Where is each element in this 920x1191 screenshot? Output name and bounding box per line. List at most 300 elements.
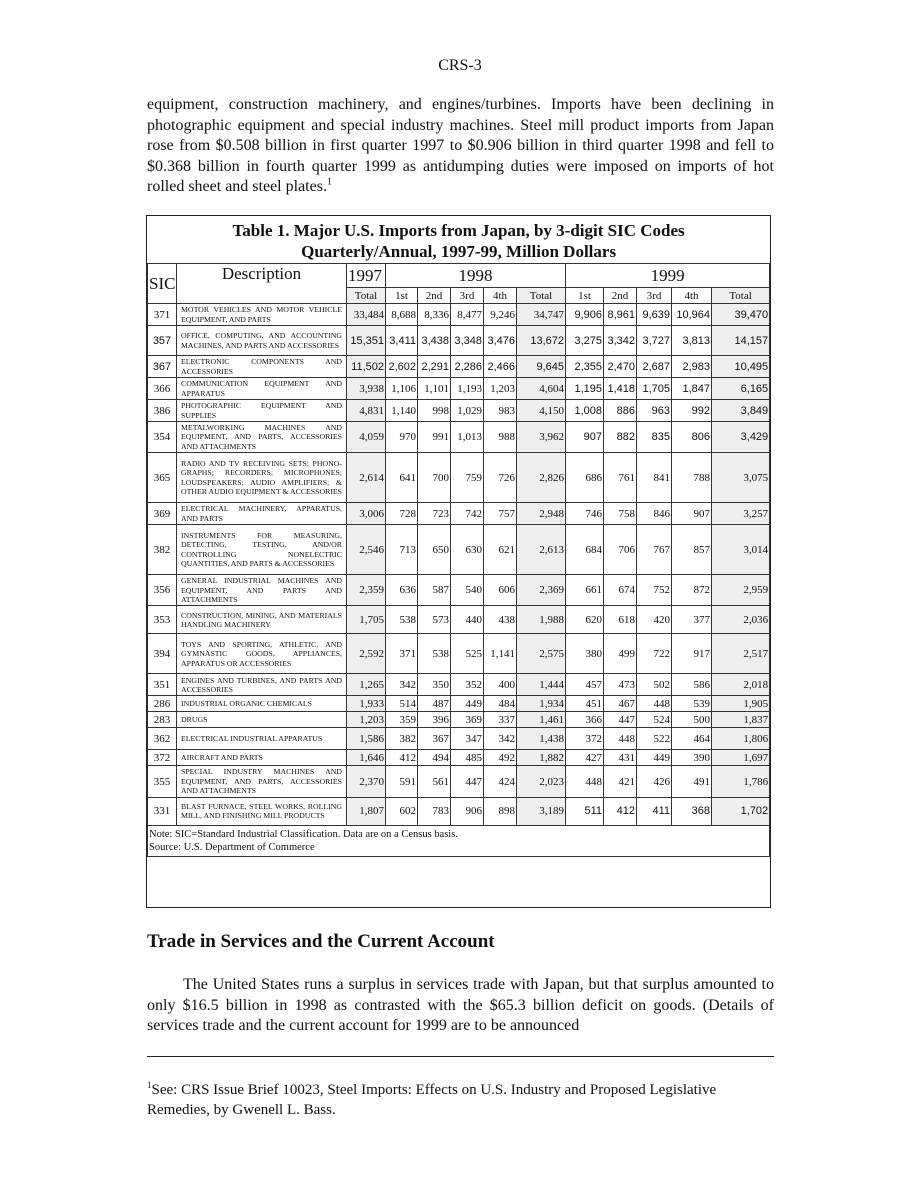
value-cell: 2,826 [517,453,566,503]
value-cell: 538 [418,634,451,674]
value-cell: 34,747 [517,304,566,326]
section-heading: Trade in Services and the Current Account [147,931,495,952]
value-cell: 630 [451,525,484,575]
value-cell: 761 [604,453,637,503]
value-cell: 2,286 [451,356,484,378]
table-row [148,304,770,326]
value-cell: 485 [451,750,484,766]
value-cell: 886 [604,400,637,422]
value-cell: 1,705 [347,606,386,634]
value-cell: 448 [637,696,672,712]
value-cell: 390 [672,750,712,766]
table-note: Note: SIC=Standard Industrial Classification. Data are on a Census basis. [149,828,458,840]
value-cell: 2,466 [484,356,517,378]
value-cell: 970 [386,422,418,453]
value-cell: 8,336 [418,304,451,326]
value-cell: 494 [418,750,451,766]
value-cell: 447 [451,766,484,797]
value-cell: 1,905 [712,696,770,712]
value-cell: 963 [637,400,672,422]
value-cell: 835 [637,422,672,453]
value-cell: 998 [418,400,451,422]
value-cell: 9,246 [484,304,517,326]
description-cell: INDUSTRIAL ORGANIC CHEMICALS [177,696,347,712]
value-cell: 983 [484,400,517,422]
description-cell: MOTOR VEHICLES AND MOTOR VEHICLE EQUIPMENT, AND PARTS [177,304,347,326]
value-cell: 6,165 [712,378,770,400]
value-cell: 898 [484,797,517,825]
sic-code-cell: 351 [148,674,177,696]
value-cell: 1,013 [451,422,484,453]
value-cell: 1,203 [347,712,386,728]
value-cell: 621 [484,525,517,575]
value-cell: 2,023 [517,766,566,797]
value-cell: 1,141 [484,634,517,674]
value-cell: 3,429 [712,422,770,453]
description-cell: ELECTRICAL INDUSTRIAL APPARATUS [177,728,347,750]
value-cell: 2,369 [517,575,566,606]
value-cell: 426 [637,766,672,797]
value-cell: 467 [604,696,637,712]
value-cell: 3,275 [566,326,604,356]
value-cell: 1,702 [712,797,770,825]
value-cell: 1,586 [347,728,386,750]
description-cell: COMMUNICATION EQUIPMENT AND APPARATUS [177,378,347,400]
value-cell: 788 [672,453,712,503]
value-cell: 1,646 [347,750,386,766]
value-cell: 438 [484,606,517,634]
value-cell: 2,602 [386,356,418,378]
imports-table [147,216,770,857]
value-cell: 350 [418,674,451,696]
value-cell: 1,418 [604,378,637,400]
value-cell: 8,477 [451,304,484,326]
value-cell: 3,342 [604,326,637,356]
value-cell: 618 [604,606,637,634]
table-body [148,304,770,826]
table-notes [148,825,770,856]
value-cell: 1,140 [386,400,418,422]
value-cell: 1,461 [517,712,566,728]
value-cell: 573 [418,606,451,634]
value-cell: 342 [484,728,517,750]
value-cell: 3,727 [637,326,672,356]
value-cell: 487 [418,696,451,712]
subheader-cell: 3rd [451,288,484,304]
value-cell: 4,150 [517,400,566,422]
value-cell: 706 [604,525,637,575]
value-cell: 2,370 [347,766,386,797]
subheader-cell: 4th [484,288,517,304]
value-cell: 380 [566,634,604,674]
sic-code-cell: 372 [148,750,177,766]
value-cell: 2,036 [712,606,770,634]
value-cell: 684 [566,525,604,575]
footnote-mark: 1 [147,1080,152,1090]
sic-code-cell: 283 [148,712,177,728]
value-cell: 3,257 [712,503,770,525]
value-cell: 342 [386,674,418,696]
value-cell: 2,546 [347,525,386,575]
value-cell: 484 [484,696,517,712]
table-row [148,503,770,525]
value-cell: 3,938 [347,378,386,400]
services-paragraph: The United States runs a surplus in services trade with Japan, but that surplus amounted to only $16.5 billion in 1998 as contrasted with the $65.3 billion deficit on goods. (Details of services trade and the current account for 1999 are to be announced [147,976,774,1034]
value-cell: 8,961 [604,304,637,326]
value-cell: 1,265 [347,674,386,696]
footnote [147,1075,774,1120]
value-cell: 33,484 [347,304,386,326]
sic-code-cell: 356 [148,575,177,606]
sic-code-cell: 386 [148,400,177,422]
value-cell: 421 [604,766,637,797]
value-cell: 1,106 [386,378,418,400]
value-cell: 1,934 [517,696,566,712]
sic-code-cell: 354 [148,422,177,453]
value-cell: 514 [386,696,418,712]
value-cell: 3,014 [712,525,770,575]
value-cell: 991 [418,422,451,453]
table-row [148,378,770,400]
table-row [148,766,770,797]
value-cell: 13,672 [517,326,566,356]
value-cell: 1,101 [418,378,451,400]
footnote-reference: 1 [326,176,332,188]
value-cell: 1,705 [637,378,672,400]
table-1 [146,215,771,908]
table-row [148,575,770,606]
value-cell: 10,964 [672,304,712,326]
value-cell: 650 [418,525,451,575]
description-cell: DRUGS [177,712,347,728]
value-cell: 382 [386,728,418,750]
subheader-cell: 1st [566,288,604,304]
sic-code-cell: 357 [148,326,177,356]
value-cell: 722 [637,634,672,674]
value-cell: 352 [451,674,484,696]
value-cell: 431 [604,750,637,766]
sic-code-cell: 365 [148,453,177,503]
value-cell: 1,029 [451,400,484,422]
value-cell: 2,592 [347,634,386,674]
subheader-cell: Total [347,288,386,304]
description-cell: RADIO AND TV RECEIVING SETS; PHONO-GRAPHS; RECORDERS; MICROPHONES; LOUDSPEAKERS; AUDIO AMPLIFIERS; & OTHER AUDIO EQUIPMENT & ACCESSORIES [177,453,347,503]
value-cell: 400 [484,674,517,696]
value-cell: 39,470 [712,304,770,326]
value-cell: 1,786 [712,766,770,797]
value-cell: 2,359 [347,575,386,606]
value-cell: 457 [566,674,604,696]
value-cell: 758 [604,503,637,525]
value-cell: 2,355 [566,356,604,378]
table-source: Source: U.S. Department of Commerce [149,841,315,853]
value-cell: 591 [386,766,418,797]
value-cell: 620 [566,606,604,634]
value-cell: 377 [672,606,712,634]
value-cell: 522 [637,728,672,750]
subheader-cell: 3rd [637,288,672,304]
value-cell: 587 [418,575,451,606]
value-cell: 906 [451,797,484,825]
value-cell: 2,018 [712,674,770,696]
value-cell: 9,645 [517,356,566,378]
value-cell: 759 [451,453,484,503]
value-cell: 606 [484,575,517,606]
value-cell: 1,847 [672,378,712,400]
value-cell: 3,075 [712,453,770,503]
description-cell: ELECTRONIC COMPONENTS AND ACCESSORIES [177,356,347,378]
description-header: Description [177,264,347,304]
value-cell: 757 [484,503,517,525]
value-cell: 411 [637,797,672,825]
value-cell: 369 [451,712,484,728]
value-cell: 2,613 [517,525,566,575]
value-cell: 1,438 [517,728,566,750]
value-cell: 4,831 [347,400,386,422]
value-cell: 767 [637,525,672,575]
value-cell: 1,807 [347,797,386,825]
intro-paragraph [147,95,774,198]
subheader-cell: 2nd [604,288,637,304]
value-cell: 8,688 [386,304,418,326]
subheader-cell: Total [517,288,566,304]
table-row [148,400,770,422]
value-cell: 420 [637,606,672,634]
sic-header: SIC [148,264,177,304]
value-cell: 636 [386,575,418,606]
sic-code-cell: 353 [148,606,177,634]
value-cell: 882 [604,422,637,453]
value-cell: 2,983 [672,356,712,378]
value-cell: 1,195 [566,378,604,400]
value-cell: 3,476 [484,326,517,356]
table-row [148,728,770,750]
table-row [148,674,770,696]
subheader-cell: Total [712,288,770,304]
value-cell: 440 [451,606,484,634]
footnote-text: See: CRS Issue Brief 10023, Steel Imports: Effects on U.S. Industry and Proposed Legislative Remedies, by Gwenell L. Bass. [147,1082,717,1118]
value-cell: 992 [672,400,712,422]
value-cell: 511 [566,797,604,825]
value-cell: 473 [604,674,637,696]
value-cell: 11,502 [347,356,386,378]
value-cell: 366 [566,712,604,728]
table-row [148,453,770,503]
sic-code-cell: 382 [148,525,177,575]
value-cell: 3,189 [517,797,566,825]
description-cell: PHOTOGRAPHIC EQUIPMENT AND SUPPLIES [177,400,347,422]
table-row [148,750,770,766]
table-row [148,326,770,356]
value-cell: 726 [484,453,517,503]
value-cell: 2,470 [604,356,637,378]
value-cell: 1,008 [566,400,604,422]
value-cell: 9,906 [566,304,604,326]
value-cell: 2,291 [418,356,451,378]
description-cell: ENGINES AND TURBINES, AND PARTS AND ACCESSORIES [177,674,347,696]
value-cell: 661 [566,575,604,606]
footnote-divider [147,1056,774,1057]
value-cell: 1,837 [712,712,770,728]
description-cell: AIRCRAFT AND PARTS [177,750,347,766]
table-row [148,797,770,825]
subheader-cell: 1st [386,288,418,304]
value-cell: 3,849 [712,400,770,422]
value-cell: 641 [386,453,418,503]
value-cell: 367 [418,728,451,750]
value-cell: 4,059 [347,422,386,453]
value-cell: 499 [604,634,637,674]
table-row [148,634,770,674]
value-cell: 347 [451,728,484,750]
value-cell: 746 [566,503,604,525]
value-cell: 723 [418,503,451,525]
description-cell: METALWORKING MACHINES AND EQUIPMENT, AND PARTS, ACCESSORIES AND ATTACHMENTS [177,422,347,453]
value-cell: 539 [672,696,712,712]
value-cell: 3,006 [347,503,386,525]
value-cell: 492 [484,750,517,766]
sic-code-cell: 355 [148,766,177,797]
table-row [148,525,770,575]
value-cell: 448 [604,728,637,750]
table-row [148,422,770,453]
table-row [148,606,770,634]
value-cell: 449 [637,750,672,766]
value-cell: 368 [672,797,712,825]
value-cell: 2,575 [517,634,566,674]
value-cell: 540 [451,575,484,606]
value-cell: 3,348 [451,326,484,356]
value-cell: 9,639 [637,304,672,326]
value-cell: 337 [484,712,517,728]
year-1998-header: 1998 [386,264,566,288]
description-cell: CONSTRUCTION, MINING, AND MATERIALS HANDLING MACHINERY [177,606,347,634]
value-cell: 424 [484,766,517,797]
value-cell: 500 [672,712,712,728]
value-cell: 1,697 [712,750,770,766]
description-cell: SPECIAL INDUSTRY MACHINES AND EQUIPMENT, AND PARTS, ACCESSORIES AND ATTACHMENTS [177,766,347,797]
value-cell: 1,988 [517,606,566,634]
sic-code-cell: 331 [148,797,177,825]
value-cell: 700 [418,453,451,503]
value-cell: 538 [386,606,418,634]
value-cell: 464 [672,728,712,750]
value-cell: 4,604 [517,378,566,400]
sic-code-cell: 362 [148,728,177,750]
value-cell: 907 [672,503,712,525]
value-cell: 907 [566,422,604,453]
value-cell: 412 [386,750,418,766]
sic-code-cell: 366 [148,378,177,400]
value-cell: 586 [672,674,712,696]
value-cell: 447 [604,712,637,728]
value-cell: 491 [672,766,712,797]
value-cell: 524 [637,712,672,728]
sic-code-cell: 371 [148,304,177,326]
value-cell: 917 [672,634,712,674]
value-cell: 427 [566,750,604,766]
year-1997-header: 1997 [347,264,386,288]
value-cell: 674 [604,575,637,606]
subheader-cell: 2nd [418,288,451,304]
value-cell: 10,495 [712,356,770,378]
intro-text: equipment, construction machinery, and engines/turbines. Imports have been declining in photographic equipment and special industry machines. Steel mill product imports from Japan rose from $0.508 billion in first quarter 1997 to $0.906 billion in third quarter 1998 and fell to $0.368 billion in fourth quarter 1999 as antidumping duties were imposed on imports of hot rolled sheet and steel plates. [147,96,774,195]
value-cell: 371 [386,634,418,674]
page-header: CRS-3 [438,57,482,74]
value-cell: 686 [566,453,604,503]
table-row [148,356,770,378]
value-cell: 742 [451,503,484,525]
value-cell: 561 [418,766,451,797]
sic-code-cell: 286 [148,696,177,712]
table-row [148,696,770,712]
value-cell: 1,806 [712,728,770,750]
table-title-line-1: Table 1. Major U.S. Imports from Japan, by 3-digit SIC Codes [232,221,685,240]
value-cell: 396 [418,712,451,728]
value-cell: 525 [451,634,484,674]
value-cell: 752 [637,575,672,606]
value-cell: 857 [672,525,712,575]
value-cell: 872 [672,575,712,606]
value-cell: 1,933 [347,696,386,712]
description-cell: TOYS AND SPORTING, ATHLETIC, AND GYMNASTIC GOODS, APPLIANCES, APPARATUS OR ACCESSORIES [177,634,347,674]
value-cell: 2,959 [712,575,770,606]
value-cell: 988 [484,422,517,453]
table-title [148,216,770,264]
value-cell: 846 [637,503,672,525]
description-cell: ELECTRICAL MACHINERY, APPARATUS, AND PARTS [177,503,347,525]
value-cell: 502 [637,674,672,696]
value-cell: 783 [418,797,451,825]
description-cell: INSTRUMENTS FOR MEASURING, DETECTING, TESTING, AND/OR CONTROLLING NONELECTRIC QUANTITIES, AND PARTS & ACCESSORIES [177,525,347,575]
value-cell: 2,948 [517,503,566,525]
sic-code-cell: 369 [148,503,177,525]
value-cell: 713 [386,525,418,575]
value-cell: 728 [386,503,418,525]
value-cell: 449 [451,696,484,712]
sic-code-cell: 394 [148,634,177,674]
value-cell: 15,351 [347,326,386,356]
description-cell: BLAST FURNACE, STEEL WORKS, ROLLING MILL, AND FINISHING MILL PRODUCTS [177,797,347,825]
value-cell: 2,687 [637,356,672,378]
value-cell: 412 [604,797,637,825]
description-cell: OFFICE, COMPUTING, AND ACCOUNTING MACHINES, AND PARTS AND ACCESSORIES [177,326,347,356]
value-cell: 359 [386,712,418,728]
year-1999-header: 1999 [566,264,770,288]
value-cell: 448 [566,766,604,797]
value-cell: 372 [566,728,604,750]
value-cell: 1,444 [517,674,566,696]
value-cell: 806 [672,422,712,453]
value-cell: 3,813 [672,326,712,356]
description-cell: GENERAL INDUSTRIAL MACHINES AND EQUIPMENT, AND PARTS AND ATTACHMENTS [177,575,347,606]
table-title-line-2: Quarterly/Annual, 1997-99, Million Dollars [301,242,617,261]
value-cell: 602 [386,797,418,825]
value-cell: 2,614 [347,453,386,503]
value-cell: 1,882 [517,750,566,766]
value-cell: 841 [637,453,672,503]
value-cell: 2,517 [712,634,770,674]
value-cell: 1,203 [484,378,517,400]
sic-code-cell: 367 [148,356,177,378]
subheader-cell: 4th [672,288,712,304]
value-cell: 3,411 [386,326,418,356]
value-cell: 3,438 [418,326,451,356]
value-cell: 451 [566,696,604,712]
value-cell: 14,157 [712,326,770,356]
value-cell: 1,193 [451,378,484,400]
table-row [148,712,770,728]
